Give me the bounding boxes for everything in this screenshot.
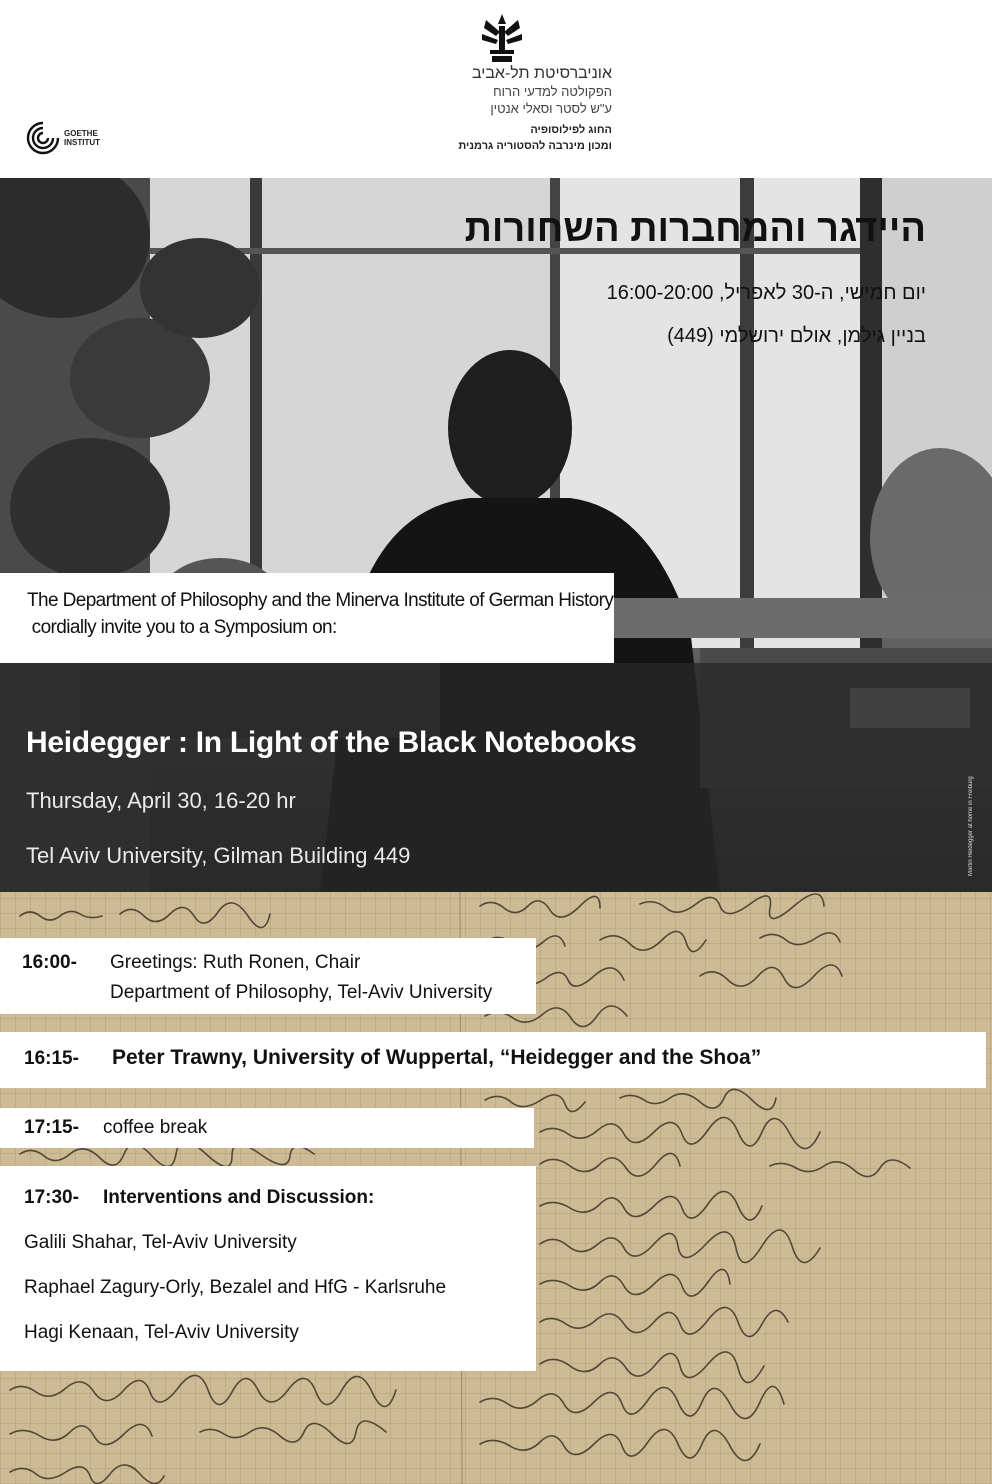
schedule-keynote-text: Peter Trawny, University of Wuppertal, “Heidegger and the Shoa” — [112, 1046, 762, 1069]
goethe-institut-logo — [26, 120, 100, 156]
minerva-institute-name: ומכון מינרבה להסטוריה גרמנית — [458, 140, 612, 152]
hebrew-date: יום חמישי, ה-30 לאפריל, 16:00-20:00 — [606, 282, 926, 304]
tau-department-name: החוג לפילוסופיה — [530, 124, 612, 136]
header — [0, 0, 992, 178]
invitation-text: The Department of Philosophy and the Minerva Institute of German History cordially invite you to a Symposium on: — [27, 590, 614, 638]
tau-faculty-name: הפקולטה למדעי הרוח — [493, 84, 612, 99]
schedule-time-1600: 16:00- — [22, 952, 77, 973]
goethe-spiral-icon — [26, 121, 60, 155]
goethe-text-line1: GOETHE — [64, 129, 98, 138]
schedule-time-1715: 17:15- — [24, 1117, 79, 1138]
tau-name-block — [380, 64, 612, 154]
schedule-time-1730: 17:30- — [24, 1187, 79, 1208]
schedule-time-1615: 16:15- — [24, 1048, 79, 1069]
schedule-speaker-zagury-orly: Raphael Zagury-Orly, Bezalel and HfG - Karlsruhe — [24, 1277, 447, 1298]
hebrew-place: בניין גילמן, אולם ירושלמי (449) — [667, 325, 926, 347]
schedule-coffee-text: coffee break — [103, 1117, 208, 1138]
schedule-greetings-line1: Greetings: Ruth Ronen, Chair — [110, 952, 361, 973]
english-date: Thursday, April 30, 16-20 hr — [26, 788, 296, 813]
schedule-item-coffee — [0, 1108, 534, 1148]
schedule-speaker-kenaan: Hagi Kenaan, Tel-Aviv University — [24, 1322, 299, 1343]
tau-tree-logo-icon — [478, 12, 526, 64]
english-title: Heidegger : In Light of the Black Notebooks — [26, 726, 637, 759]
schedule-discussion-heading: Interventions and Discussion: — [103, 1187, 375, 1208]
invitation-box — [0, 573, 614, 663]
photo-credit: Martin Heidegger at home in Freiburg — [968, 776, 974, 876]
tau-faculty-dedication: ע"ש לסטר וסאלי אנטין — [490, 101, 612, 116]
hebrew-title: היידגר והמחברות השחורות — [464, 208, 926, 250]
english-place: Tel Aviv University, Gilman Building 449 — [26, 843, 411, 868]
schedule-speaker-shahar: Galili Shahar, Tel-Aviv University — [24, 1232, 297, 1253]
goethe-text-line2: INSTITUT — [64, 138, 100, 147]
tau-university-name: אוניברסיטת תל-אביב — [471, 65, 612, 82]
schedule-greetings-line2: Department of Philosophy, Tel-Aviv University — [110, 982, 493, 1003]
